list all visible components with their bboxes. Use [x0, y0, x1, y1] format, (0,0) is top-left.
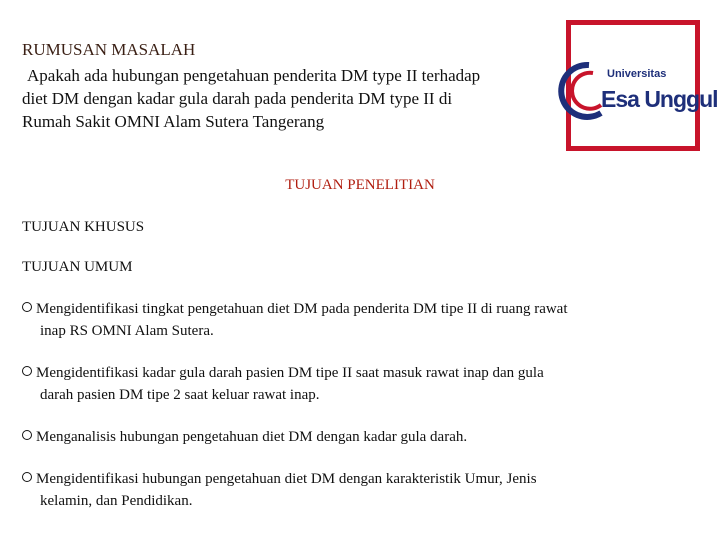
list-item-line: Mengidentifikasi kadar gula darah pasien DM tipe II saat masuk rawat inap dan gula: [36, 365, 544, 381]
list-item-line: Mengidentifikasi hubungan pengetahuan diet DM dengan karakteristik Umur, Jenis: [36, 471, 537, 487]
esa-unggul-emblem-icon: [571, 25, 718, 146]
list-item-line: Menganalisis hubungan pengetahuan diet DM dengan kadar gula darah.: [36, 429, 468, 445]
list-item-line: kelamin, dan Pendidikan.: [40, 493, 193, 509]
tujuan-umum-heading: TUJUAN UMUM: [22, 259, 133, 275]
bullet-circle-icon: [22, 366, 32, 376]
list-item: [22, 426, 702, 448]
masalah-line-3: Rumah Sakit OMNI Alam Sutera Tangerang: [22, 112, 325, 131]
tujuan-khusus-heading: TUJUAN KHUSUS: [22, 219, 145, 235]
tujuan-title: TUJUAN PENELITIAN: [285, 177, 435, 193]
university-logo: [566, 20, 718, 151]
list-item: [22, 468, 702, 512]
logo-main-text: Esa Unggul: [601, 86, 718, 112]
list-item-line: Mengidentifikasi tingkat pengetahuan diet DM pada penderita DM tipe II di ruang rawat: [36, 301, 568, 317]
list-item-line: darah pasien DM tipe 2 saat keluar rawat inap.: [40, 387, 320, 403]
bullet-circle-icon: [22, 302, 32, 312]
masalah-line-1: Apakah ada hubungan pengetahuan penderita DM type II terhadap: [27, 66, 481, 85]
tujuan-list: [22, 298, 702, 532]
logo-top-text: Universitas: [607, 68, 667, 80]
bullet-circle-icon: [22, 472, 32, 482]
list-item: [22, 362, 702, 406]
masalah-question: [22, 64, 582, 133]
bullet-circle-icon: [22, 430, 32, 440]
masalah-title: RUMUSAN MASALAH: [22, 40, 196, 59]
list-item-line: inap RS OMNI Alam Sutera.: [40, 323, 214, 339]
list-item: [22, 298, 702, 342]
masalah-line-2: diet DM dengan kadar gula darah pada penderita DM type II di: [22, 89, 453, 108]
